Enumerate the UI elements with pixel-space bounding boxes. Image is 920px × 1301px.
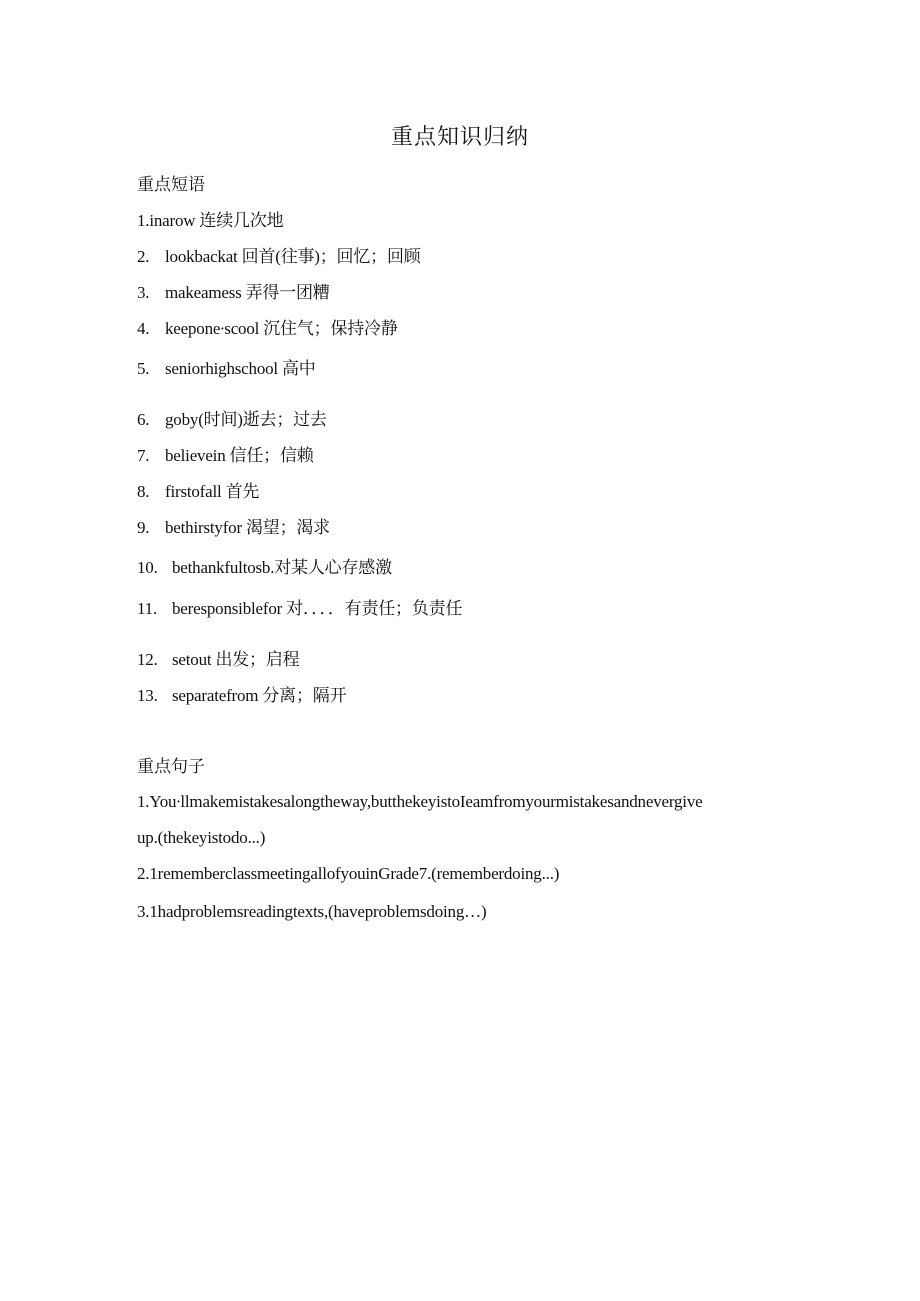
phrase-item-12: [137, 645, 299, 670]
phrase-number: 5.: [137, 359, 150, 378]
phrase-item-2: [137, 242, 421, 267]
phrase-item-6: [137, 405, 327, 430]
phrase-text: bethankfultosb.对某人心存感激: [172, 558, 392, 577]
phrases-heading: 重点短语: [137, 175, 205, 194]
phrase-number: 10.: [137, 558, 158, 577]
phrase-item-13: [137, 681, 346, 706]
phrase-text: keepone∙scool 沉住气；保持冷静: [165, 319, 398, 338]
phrase-number: 2.: [137, 247, 150, 266]
sentence-line-1-continued: up.(thekeyistodo...): [137, 828, 266, 847]
phrase-text: bethirstyfor 渴望；渴求: [165, 518, 330, 537]
phrase-item-10: [137, 553, 392, 578]
phrase-text: seniorhighschool 高中: [165, 359, 316, 378]
phrase-text: firstofall 首先: [165, 482, 260, 501]
phrase-number: 3.: [137, 283, 150, 302]
sentence-line-3: 3.1hadproblemsreadingtexts,(haveproblemsdoing…): [137, 902, 487, 921]
sentence-line-1: 1.You∙llmakemistakesalongtheway,butthekeyistoIeamfromyourmistakesandnevergive: [137, 792, 703, 811]
phrase-item-4: [137, 314, 398, 339]
phrase-number: 11.: [137, 599, 158, 618]
phrase-number: 12.: [137, 650, 158, 669]
phrase-number: 1.: [137, 211, 150, 230]
phrase-text: lookbackat 回首(往事)；回忆；回顾: [165, 247, 421, 266]
page-title: 重点知识归纳: [390, 124, 529, 149]
phrase-number: 9.: [137, 518, 150, 537]
phrase-number: 4.: [137, 319, 150, 338]
phrase-text: separatefrom 分离；隔开: [172, 686, 347, 705]
phrase-text: believein 信任；信赖: [165, 446, 314, 465]
phrase-item-1: [137, 206, 283, 231]
phrase-item-8: [137, 477, 259, 502]
phrase-item-9: [137, 513, 330, 538]
phrase-item-3: [137, 278, 330, 303]
phrase-number: 6.: [137, 410, 150, 429]
sentence-line-2: 2.1rememberclassmeetingallofyouinGrade7.(rememberdoing...): [137, 864, 560, 883]
phrase-text: makeamess 弄得一团糟: [165, 283, 330, 302]
phrase-text: beresponsiblefor 对．．．．有责任；负责任: [172, 599, 463, 618]
phrase-text: setout 出发；启程: [172, 650, 300, 669]
phrase-text: inarow 连续几次地: [149, 211, 284, 230]
phrase-number: 7.: [137, 446, 150, 465]
phrase-text: goby(时间)逝去；过去: [165, 410, 327, 429]
phrase-item-7: [137, 441, 314, 466]
sentences-heading: 重点句子: [137, 757, 205, 776]
phrase-item-5: [137, 354, 316, 379]
phrase-number: 13.: [137, 686, 158, 705]
phrase-number: 8.: [137, 482, 150, 501]
phrase-item-11: [137, 594, 462, 619]
